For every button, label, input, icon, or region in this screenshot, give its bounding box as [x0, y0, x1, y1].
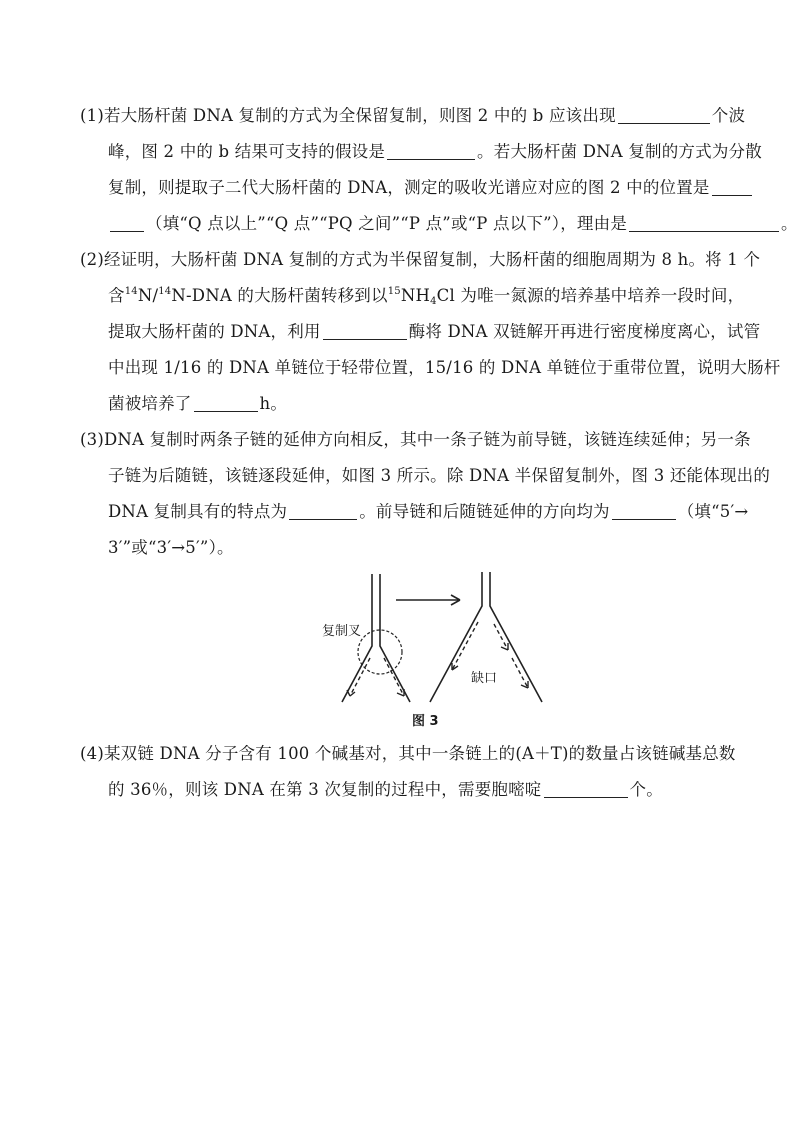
question-3 [80, 422, 780, 566]
question-4 [80, 736, 780, 808]
answer-blank[interactable] [323, 321, 407, 340]
q3-line-2: 子链为后随链，该链逐段延伸，如图 3 所示。除 DNA 半保留复制外，图 3 还能体现出的 [108, 466, 771, 485]
q3-line-3: DNA 复制具有的特点为 。前导链和后随链延伸的方向均为 （填“5′→ [108, 502, 749, 521]
answer-blank[interactable] [618, 105, 710, 124]
figure-caption: 图 3 [412, 714, 439, 729]
answer-blank[interactable] [712, 177, 752, 196]
q1-line-1: (1)若大肠杆菌 DNA 复制的方式为全保留复制，则图 2 中的 b 应该出现 个波 [80, 106, 746, 125]
left-fork-inner-strand [380, 574, 410, 702]
fork-label: 复制叉 [322, 624, 362, 639]
q2-line-4: 中出现 1/16 的 DNA 单链位于轻带位置，15/16 的 DNA 单链位于重带位置，说明大肠杆 [108, 358, 781, 377]
question-1 [80, 98, 798, 242]
answer-blank[interactable] [544, 779, 628, 798]
left-leading-daughter-strand [350, 658, 370, 696]
q2-line-1: (2)经证明，大肠杆菌 DNA 复制的方式为半保留复制，大肠杆菌的细胞周期为 8 h。将 1 个 [80, 250, 761, 269]
q1-line-4: （填“Q 点以上”“Q 点”“PQ 之间”“P 点”或“P 点以下”），理由是 。 [80, 206, 780, 242]
arrowhead-icon [452, 663, 458, 670]
answer-blank[interactable] [194, 393, 258, 412]
q4-line-2: 的 36％，则该 DNA 在第 3 次复制的过程中，需要胞嘧啶 个。 [108, 780, 663, 799]
q1-line-3: 复制，则提取子二代大肠杆菌的 DNA，测定的吸收光谱应对应的图 2 中的位置是 [80, 170, 780, 206]
answer-blank[interactable] [612, 501, 676, 520]
q1-line-2: 峰，图 2 中的 b 结果可支持的假设是 。若大肠杆菌 DNA 复制的方式为分散 [108, 142, 762, 161]
q2-line-2: 含$^{14}$N/$^{14}$N-DNA 的大肠杆菌转移到以$^{15}NH_4Cl$ 为唯一氮源的培养基中培养一段时间， [108, 286, 745, 307]
gap-label: 缺口 [471, 671, 498, 686]
answer-blank[interactable] [387, 141, 475, 160]
q4-line-1: (4)某双链 DNA 分子含有 100 个碱基对，其中一条链上的(A＋T)的数量占该链碱基总数 [80, 744, 736, 763]
right-leading-daughter-strand [452, 622, 478, 670]
question-2 [80, 242, 780, 422]
q3-line-4: 3′”或“3′→5′”）。 [108, 538, 234, 557]
arrowhead-icon [347, 690, 355, 696]
answer-blank[interactable] [110, 213, 144, 232]
q2-line-3: 提取大肠杆菌的 DNA，利用 酶将 DNA 双链解开再进行密度梯度离心，试管 [108, 322, 761, 341]
answer-blank[interactable] [289, 501, 357, 520]
arrowhead-icon [521, 681, 528, 688]
q2-line-5: 菌被培养了 h。 [108, 394, 288, 413]
left-lagging-daughter-strand [384, 658, 404, 696]
q3-line-1: (3)DNA 复制时两条子链的延伸方向相反，其中一条子链为前导链，该链连续延伸；另一条 [80, 430, 751, 449]
answer-blank[interactable] [629, 213, 779, 232]
right-fork-inner-strand [490, 572, 542, 702]
